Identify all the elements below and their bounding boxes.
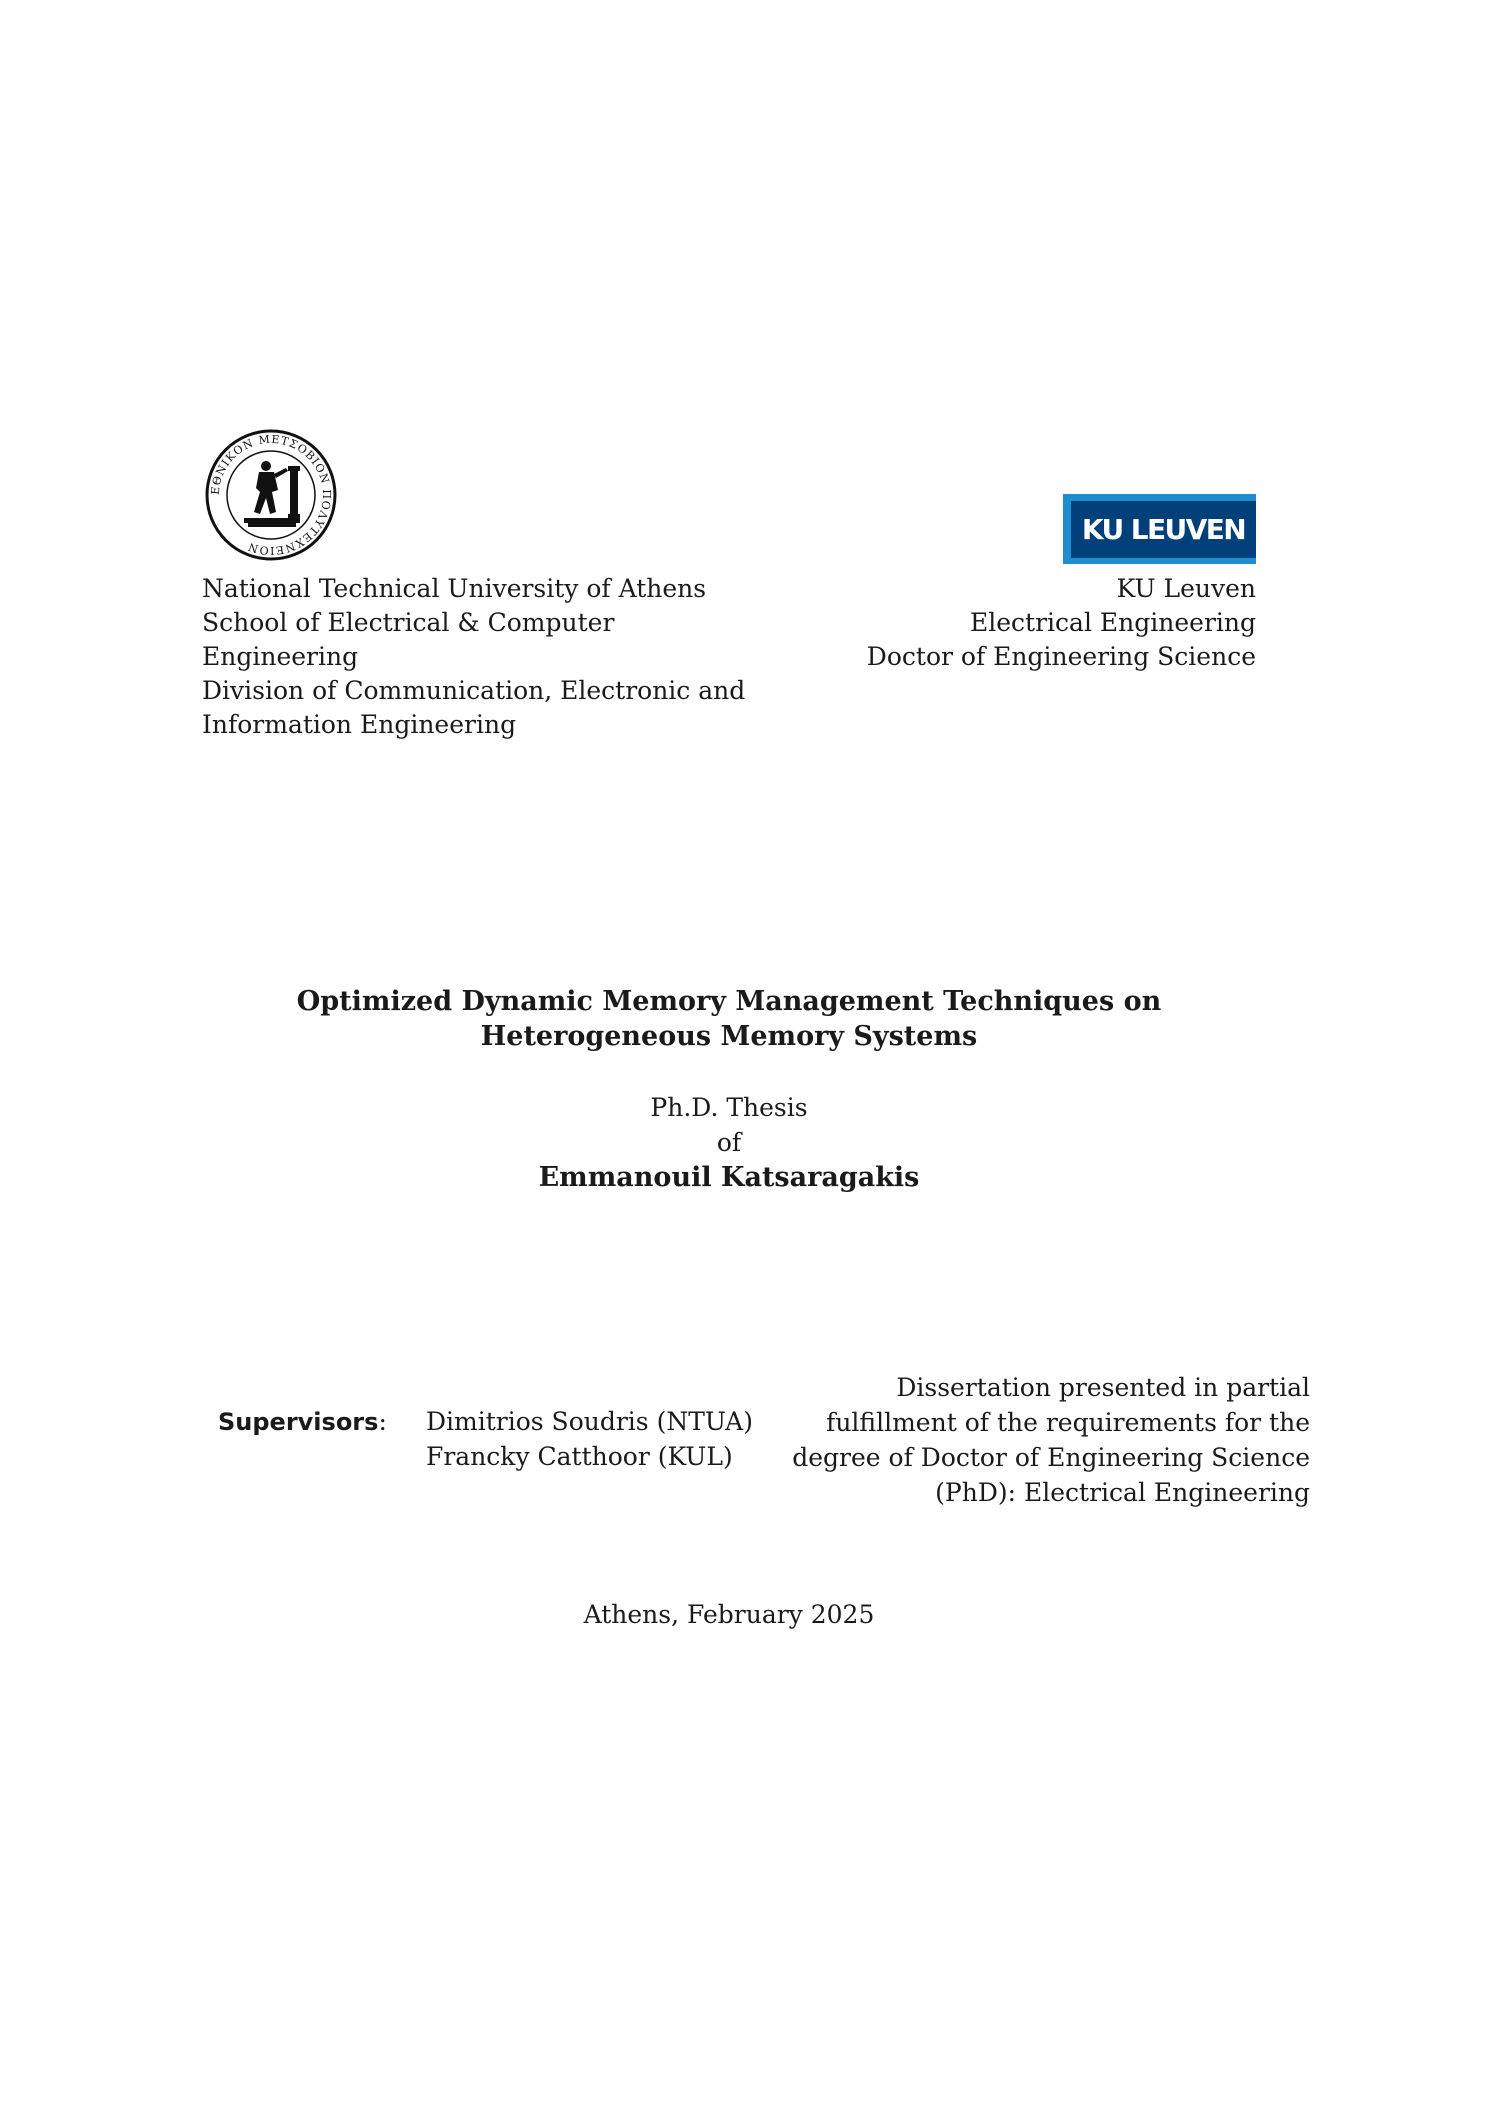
affiliation-line: Doctor of Engineering Science [866, 642, 1256, 671]
supervisors-label [218, 1404, 387, 1440]
statement-line: degree of Doctor of Engineering Science [792, 1443, 1310, 1472]
supervisors-colon: : [378, 1407, 387, 1436]
affiliation-line: Engineering [202, 642, 359, 671]
place-date: Athens, February 2025 [583, 1600, 875, 1629]
affiliation-line: National Technical University of Athens [202, 574, 707, 603]
supervisor-name: Dimitrios Soudris (NTUA) [426, 1407, 753, 1436]
of-text: of [716, 1128, 742, 1157]
affiliation-line: School of Electrical & Computer [202, 608, 615, 637]
thesis-title [200, 984, 1258, 1054]
ku-leuven-logo [1063, 494, 1256, 564]
thesis-type: Ph.D. Thesis [650, 1093, 808, 1122]
statement-line: Dissertation presented in partial [896, 1373, 1310, 1402]
affiliation-line: Electrical Engineering [970, 608, 1256, 637]
ntua-seal-icon [204, 428, 338, 562]
ntua-affiliation [202, 572, 746, 742]
supervisors-label-text: Supervisors [218, 1408, 379, 1436]
dissertation-statement [770, 1370, 1310, 1510]
affiliation-line: Division of Communication, Electronic and [202, 676, 746, 705]
supervisor-name: Francky Catthoor (KUL) [426, 1442, 733, 1471]
statement-line: (PhD): Electrical Engineering [935, 1478, 1310, 1507]
affiliation-line: KU Leuven [1116, 574, 1256, 603]
ku-leuven-logo-text: KU LEUVEN [1071, 501, 1256, 558]
title-line: Heterogeneous Memory Systems [480, 1021, 978, 1052]
statement-line: fulfillment of the requirements for the [826, 1408, 1310, 1437]
kul-affiliation [860, 572, 1256, 674]
author-name: Emmanouil Katsaragakis [538, 1162, 920, 1193]
affiliation-line: Information Engineering [202, 710, 517, 739]
svg-text:ΕΘΝΙΚΟΝ ΜΕΤΣΟΒΙΟΝ ΠΟΛΥΤΕΧΝΕΙΟΝ: ΕΘΝΙΚΟΝ ΜΕΤΣΟΒΙΟΝ ΠΟΛΥΤΕΧΝΕΙΟΝ [208, 432, 334, 558]
supervisors-list [426, 1404, 753, 1474]
title-line: Optimized Dynamic Memory Management Techniques on [296, 986, 1162, 1017]
